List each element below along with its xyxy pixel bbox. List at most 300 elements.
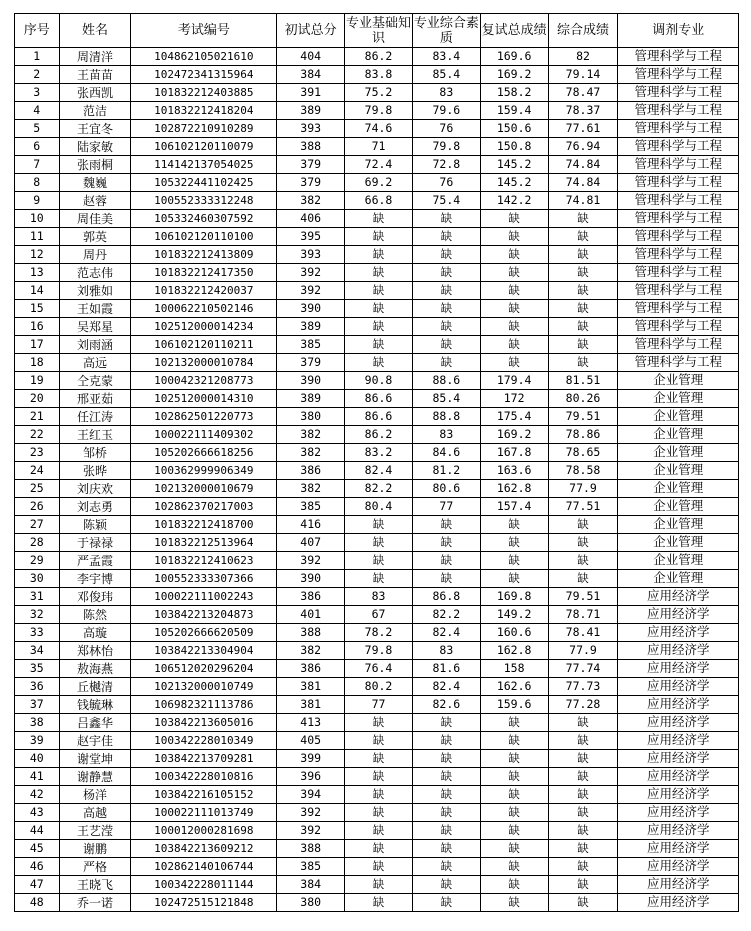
cell-exam-id: 101832212418204 bbox=[131, 102, 277, 120]
cell-basic-knowledge: 80.2 bbox=[345, 678, 413, 696]
table-row bbox=[15, 642, 739, 660]
cell-comprehensive-quality: 82.2 bbox=[412, 606, 480, 624]
table-row bbox=[15, 408, 739, 426]
cell-index: 45 bbox=[15, 840, 60, 858]
cell-exam-id: 114142137054025 bbox=[131, 156, 277, 174]
cell-transfer-major: 应用经济学 bbox=[618, 840, 739, 858]
cell-comprehensive-quality: 缺 bbox=[412, 300, 480, 318]
cell-basic-knowledge: 缺 bbox=[345, 552, 413, 570]
cell-overall-score: 77.9 bbox=[548, 480, 618, 498]
cell-overall-score: 缺 bbox=[548, 570, 618, 588]
cell-name: 任江涛 bbox=[59, 408, 131, 426]
cell-retest-total: 缺 bbox=[480, 804, 548, 822]
cell-transfer-major: 管理科学与工程 bbox=[618, 264, 739, 282]
cell-transfer-major: 管理科学与工程 bbox=[618, 282, 739, 300]
cell-initial-total: 392 bbox=[277, 282, 345, 300]
table-row bbox=[15, 300, 739, 318]
cell-initial-total: 390 bbox=[277, 372, 345, 390]
cell-retest-total: 145.2 bbox=[480, 174, 548, 192]
header-retest-total: 复试总成绩 bbox=[480, 14, 548, 48]
cell-overall-score: 77.74 bbox=[548, 660, 618, 678]
cell-name: 赵宇佳 bbox=[59, 732, 131, 750]
cell-transfer-major: 管理科学与工程 bbox=[618, 192, 739, 210]
table-row bbox=[15, 606, 739, 624]
cell-transfer-major: 应用经济学 bbox=[618, 696, 739, 714]
table-row bbox=[15, 102, 739, 120]
cell-comprehensive-quality: 83 bbox=[412, 426, 480, 444]
cell-name: 郭英 bbox=[59, 228, 131, 246]
cell-basic-knowledge: 86.2 bbox=[345, 48, 413, 66]
cell-exam-id: 103842213204873 bbox=[131, 606, 277, 624]
cell-overall-score: 74.84 bbox=[548, 156, 618, 174]
cell-comprehensive-quality: 缺 bbox=[412, 768, 480, 786]
cell-basic-knowledge: 86.6 bbox=[345, 408, 413, 426]
cell-name: 钱毓琳 bbox=[59, 696, 131, 714]
cell-index: 20 bbox=[15, 390, 60, 408]
cell-exam-id: 103842213605016 bbox=[131, 714, 277, 732]
cell-name: 乔一诺 bbox=[59, 894, 131, 912]
cell-basic-knowledge: 缺 bbox=[345, 318, 413, 336]
cell-overall-score: 缺 bbox=[548, 858, 618, 876]
cell-initial-total: 388 bbox=[277, 840, 345, 858]
cell-retest-total: 149.2 bbox=[480, 606, 548, 624]
score-table bbox=[14, 13, 739, 912]
cell-overall-score: 缺 bbox=[548, 264, 618, 282]
cell-comprehensive-quality: 缺 bbox=[412, 552, 480, 570]
cell-transfer-major: 应用经济学 bbox=[618, 786, 739, 804]
cell-retest-total: 缺 bbox=[480, 228, 548, 246]
table-row bbox=[15, 156, 739, 174]
cell-retest-total: 缺 bbox=[480, 516, 548, 534]
cell-comprehensive-quality: 缺 bbox=[412, 750, 480, 768]
table-row bbox=[15, 786, 739, 804]
cell-initial-total: 392 bbox=[277, 264, 345, 282]
cell-overall-score: 81.51 bbox=[548, 372, 618, 390]
cell-index: 18 bbox=[15, 354, 60, 372]
cell-basic-knowledge: 缺 bbox=[345, 228, 413, 246]
cell-comprehensive-quality: 88.8 bbox=[412, 408, 480, 426]
cell-initial-total: 404 bbox=[277, 48, 345, 66]
cell-exam-id: 100022111002243 bbox=[131, 588, 277, 606]
cell-index: 14 bbox=[15, 282, 60, 300]
cell-initial-total: 399 bbox=[277, 750, 345, 768]
cell-retest-total: 缺 bbox=[480, 894, 548, 912]
cell-overall-score: 77.28 bbox=[548, 696, 618, 714]
cell-basic-knowledge: 80.4 bbox=[345, 498, 413, 516]
cell-exam-id: 101832212417350 bbox=[131, 264, 277, 282]
cell-overall-score: 78.71 bbox=[548, 606, 618, 624]
cell-transfer-major: 管理科学与工程 bbox=[618, 354, 739, 372]
cell-retest-total: 158 bbox=[480, 660, 548, 678]
cell-name: 刘雅如 bbox=[59, 282, 131, 300]
cell-basic-knowledge: 66.8 bbox=[345, 192, 413, 210]
cell-initial-total: 382 bbox=[277, 480, 345, 498]
cell-retest-total: 175.4 bbox=[480, 408, 548, 426]
cell-basic-knowledge: 83.2 bbox=[345, 444, 413, 462]
cell-initial-total: 389 bbox=[277, 390, 345, 408]
cell-initial-total: 392 bbox=[277, 552, 345, 570]
table-row bbox=[15, 660, 739, 678]
cell-comprehensive-quality: 缺 bbox=[412, 804, 480, 822]
cell-overall-score: 78.41 bbox=[548, 624, 618, 642]
cell-initial-total: 384 bbox=[277, 66, 345, 84]
cell-retest-total: 缺 bbox=[480, 534, 548, 552]
cell-exam-id: 102862140106744 bbox=[131, 858, 277, 876]
cell-index: 17 bbox=[15, 336, 60, 354]
cell-index: 28 bbox=[15, 534, 60, 552]
cell-basic-knowledge: 缺 bbox=[345, 768, 413, 786]
cell-exam-id: 102512000014234 bbox=[131, 318, 277, 336]
table-row bbox=[15, 48, 739, 66]
cell-exam-id: 101832212413809 bbox=[131, 246, 277, 264]
cell-name: 谢鹏 bbox=[59, 840, 131, 858]
cell-comprehensive-quality: 83.4 bbox=[412, 48, 480, 66]
cell-comprehensive-quality: 81.6 bbox=[412, 660, 480, 678]
cell-index: 16 bbox=[15, 318, 60, 336]
cell-overall-score: 缺 bbox=[548, 876, 618, 894]
table-row bbox=[15, 696, 739, 714]
cell-name: 于禄禄 bbox=[59, 534, 131, 552]
cell-index: 26 bbox=[15, 498, 60, 516]
cell-index: 22 bbox=[15, 426, 60, 444]
cell-overall-score: 缺 bbox=[548, 336, 618, 354]
cell-exam-id: 102862370217003 bbox=[131, 498, 277, 516]
cell-transfer-major: 应用经济学 bbox=[618, 804, 739, 822]
cell-basic-knowledge: 79.8 bbox=[345, 642, 413, 660]
header-exam-id: 考试编号 bbox=[131, 14, 277, 48]
cell-exam-id: 102132000010679 bbox=[131, 480, 277, 498]
cell-overall-score: 缺 bbox=[548, 840, 618, 858]
cell-comprehensive-quality: 缺 bbox=[412, 822, 480, 840]
table-body bbox=[15, 48, 739, 912]
cell-comprehensive-quality: 86.8 bbox=[412, 588, 480, 606]
cell-basic-knowledge: 76.4 bbox=[345, 660, 413, 678]
cell-initial-total: 384 bbox=[277, 876, 345, 894]
cell-transfer-major: 管理科学与工程 bbox=[618, 300, 739, 318]
cell-comprehensive-quality: 缺 bbox=[412, 732, 480, 750]
cell-overall-score: 缺 bbox=[548, 516, 618, 534]
table-row bbox=[15, 390, 739, 408]
cell-comprehensive-quality: 缺 bbox=[412, 534, 480, 552]
cell-initial-total: 385 bbox=[277, 858, 345, 876]
cell-overall-score: 77.51 bbox=[548, 498, 618, 516]
cell-initial-total: 389 bbox=[277, 318, 345, 336]
cell-basic-knowledge: 75.2 bbox=[345, 84, 413, 102]
cell-initial-total: 405 bbox=[277, 732, 345, 750]
cell-comprehensive-quality: 79.6 bbox=[412, 102, 480, 120]
cell-name: 王艺滢 bbox=[59, 822, 131, 840]
cell-basic-knowledge: 缺 bbox=[345, 336, 413, 354]
table-row bbox=[15, 210, 739, 228]
table-row bbox=[15, 822, 739, 840]
table-row bbox=[15, 732, 739, 750]
header-transfer-major: 调剂专业 bbox=[618, 14, 739, 48]
table-row bbox=[15, 462, 739, 480]
cell-overall-score: 缺 bbox=[548, 768, 618, 786]
cell-comprehensive-quality: 缺 bbox=[412, 354, 480, 372]
cell-retest-total: 159.6 bbox=[480, 696, 548, 714]
table-row bbox=[15, 768, 739, 786]
table-row bbox=[15, 264, 739, 282]
cell-index: 33 bbox=[15, 624, 60, 642]
cell-basic-knowledge: 86.2 bbox=[345, 426, 413, 444]
cell-basic-knowledge: 缺 bbox=[345, 534, 413, 552]
cell-index: 9 bbox=[15, 192, 60, 210]
cell-retest-total: 179.4 bbox=[480, 372, 548, 390]
header-index: 序号 bbox=[15, 14, 60, 48]
cell-exam-id: 106982321113786 bbox=[131, 696, 277, 714]
cell-basic-knowledge: 缺 bbox=[345, 858, 413, 876]
cell-transfer-major: 应用经济学 bbox=[618, 624, 739, 642]
cell-transfer-major: 企业管理 bbox=[618, 498, 739, 516]
cell-comprehensive-quality: 83 bbox=[412, 84, 480, 102]
cell-exam-id: 106102120110079 bbox=[131, 138, 277, 156]
cell-comprehensive-quality: 77 bbox=[412, 498, 480, 516]
cell-overall-score: 80.26 bbox=[548, 390, 618, 408]
cell-basic-knowledge: 77 bbox=[345, 696, 413, 714]
cell-index: 8 bbox=[15, 174, 60, 192]
cell-exam-id: 102512000014310 bbox=[131, 390, 277, 408]
cell-retest-total: 缺 bbox=[480, 354, 548, 372]
cell-index: 34 bbox=[15, 642, 60, 660]
cell-transfer-major: 管理科学与工程 bbox=[618, 336, 739, 354]
cell-initial-total: 406 bbox=[277, 210, 345, 228]
table-row bbox=[15, 120, 739, 138]
cell-name: 邹桥 bbox=[59, 444, 131, 462]
cell-retest-total: 缺 bbox=[480, 876, 548, 894]
cell-comprehensive-quality: 83 bbox=[412, 642, 480, 660]
cell-basic-knowledge: 缺 bbox=[345, 804, 413, 822]
cell-exam-id: 103842213709281 bbox=[131, 750, 277, 768]
table-row bbox=[15, 840, 739, 858]
cell-index: 4 bbox=[15, 102, 60, 120]
cell-initial-total: 394 bbox=[277, 786, 345, 804]
cell-retest-total: 150.6 bbox=[480, 120, 548, 138]
cell-name: 严孟霞 bbox=[59, 552, 131, 570]
cell-comprehensive-quality: 85.4 bbox=[412, 66, 480, 84]
cell-comprehensive-quality: 85.4 bbox=[412, 390, 480, 408]
table-row bbox=[15, 336, 739, 354]
cell-comprehensive-quality: 80.6 bbox=[412, 480, 480, 498]
cell-name: 赵蓉 bbox=[59, 192, 131, 210]
cell-name: 张雨桐 bbox=[59, 156, 131, 174]
table-row bbox=[15, 192, 739, 210]
cell-name: 李宇博 bbox=[59, 570, 131, 588]
cell-name: 吕鑫华 bbox=[59, 714, 131, 732]
cell-retest-total: 145.2 bbox=[480, 156, 548, 174]
cell-exam-id: 101832212418700 bbox=[131, 516, 277, 534]
cell-transfer-major: 应用经济学 bbox=[618, 768, 739, 786]
cell-retest-total: 缺 bbox=[480, 732, 548, 750]
cell-index: 31 bbox=[15, 588, 60, 606]
cell-retest-total: 162.8 bbox=[480, 642, 548, 660]
cell-name: 周佳美 bbox=[59, 210, 131, 228]
cell-comprehensive-quality: 缺 bbox=[412, 210, 480, 228]
table-row bbox=[15, 570, 739, 588]
cell-exam-id: 101832212410623 bbox=[131, 552, 277, 570]
cell-overall-score: 缺 bbox=[548, 786, 618, 804]
cell-basic-knowledge: 79.8 bbox=[345, 102, 413, 120]
cell-retest-total: 162.8 bbox=[480, 480, 548, 498]
cell-index: 12 bbox=[15, 246, 60, 264]
cell-index: 11 bbox=[15, 228, 60, 246]
cell-initial-total: 407 bbox=[277, 534, 345, 552]
cell-basic-knowledge: 缺 bbox=[345, 300, 413, 318]
cell-index: 23 bbox=[15, 444, 60, 462]
cell-index: 19 bbox=[15, 372, 60, 390]
cell-name: 陆家敏 bbox=[59, 138, 131, 156]
cell-index: 46 bbox=[15, 858, 60, 876]
cell-name: 张西凯 bbox=[59, 84, 131, 102]
table-row bbox=[15, 894, 739, 912]
cell-overall-score: 缺 bbox=[548, 210, 618, 228]
cell-initial-total: 382 bbox=[277, 192, 345, 210]
cell-index: 10 bbox=[15, 210, 60, 228]
cell-initial-total: 395 bbox=[277, 228, 345, 246]
cell-basic-knowledge: 74.6 bbox=[345, 120, 413, 138]
cell-comprehensive-quality: 88.6 bbox=[412, 372, 480, 390]
cell-transfer-major: 企业管理 bbox=[618, 408, 739, 426]
cell-overall-score: 78.58 bbox=[548, 462, 618, 480]
cell-exam-id: 106102120110211 bbox=[131, 336, 277, 354]
cell-transfer-major: 应用经济学 bbox=[618, 678, 739, 696]
cell-retest-total: 缺 bbox=[480, 282, 548, 300]
cell-initial-total: 382 bbox=[277, 426, 345, 444]
cell-retest-total: 缺 bbox=[480, 318, 548, 336]
cell-exam-id: 105202666620509 bbox=[131, 624, 277, 642]
cell-basic-knowledge: 83.8 bbox=[345, 66, 413, 84]
cell-retest-total: 159.4 bbox=[480, 102, 548, 120]
cell-basic-knowledge: 90.8 bbox=[345, 372, 413, 390]
cell-retest-total: 167.8 bbox=[480, 444, 548, 462]
cell-initial-total: 392 bbox=[277, 822, 345, 840]
cell-transfer-major: 管理科学与工程 bbox=[618, 48, 739, 66]
cell-name: 谢静慧 bbox=[59, 768, 131, 786]
cell-overall-score: 缺 bbox=[548, 894, 618, 912]
cell-comprehensive-quality: 75.4 bbox=[412, 192, 480, 210]
cell-retest-total: 缺 bbox=[480, 210, 548, 228]
cell-index: 24 bbox=[15, 462, 60, 480]
cell-overall-score: 缺 bbox=[548, 354, 618, 372]
cell-exam-id: 102862501220773 bbox=[131, 408, 277, 426]
cell-comprehensive-quality: 82.4 bbox=[412, 678, 480, 696]
cell-retest-total: 169.6 bbox=[480, 48, 548, 66]
cell-overall-score: 76.94 bbox=[548, 138, 618, 156]
cell-basic-knowledge: 67 bbox=[345, 606, 413, 624]
table-row bbox=[15, 372, 739, 390]
cell-basic-knowledge: 86.6 bbox=[345, 390, 413, 408]
cell-index: 39 bbox=[15, 732, 60, 750]
table-row bbox=[15, 858, 739, 876]
cell-initial-total: 385 bbox=[277, 336, 345, 354]
cell-name: 张晔 bbox=[59, 462, 131, 480]
cell-comprehensive-quality: 缺 bbox=[412, 228, 480, 246]
cell-transfer-major: 应用经济学 bbox=[618, 894, 739, 912]
cell-transfer-major: 管理科学与工程 bbox=[618, 228, 739, 246]
cell-index: 27 bbox=[15, 516, 60, 534]
cell-transfer-major: 企业管理 bbox=[618, 552, 739, 570]
cell-index: 36 bbox=[15, 678, 60, 696]
cell-initial-total: 391 bbox=[277, 84, 345, 102]
cell-initial-total: 396 bbox=[277, 768, 345, 786]
cell-comprehensive-quality: 76 bbox=[412, 120, 480, 138]
cell-comprehensive-quality: 缺 bbox=[412, 516, 480, 534]
cell-initial-total: 380 bbox=[277, 894, 345, 912]
cell-exam-id: 106512020296204 bbox=[131, 660, 277, 678]
cell-exam-id: 100012000281698 bbox=[131, 822, 277, 840]
cell-name: 陈然 bbox=[59, 606, 131, 624]
cell-overall-score: 缺 bbox=[548, 318, 618, 336]
table-row bbox=[15, 426, 739, 444]
cell-basic-knowledge: 82.4 bbox=[345, 462, 413, 480]
cell-exam-id: 101832212513964 bbox=[131, 534, 277, 552]
cell-initial-total: 390 bbox=[277, 300, 345, 318]
cell-basic-knowledge: 83 bbox=[345, 588, 413, 606]
cell-name: 刘庆欢 bbox=[59, 480, 131, 498]
cell-name: 郑林怡 bbox=[59, 642, 131, 660]
table-row bbox=[15, 228, 739, 246]
cell-retest-total: 缺 bbox=[480, 822, 548, 840]
cell-exam-id: 100362999906349 bbox=[131, 462, 277, 480]
cell-initial-total: 381 bbox=[277, 678, 345, 696]
cell-retest-total: 缺 bbox=[480, 858, 548, 876]
cell-name: 杨洋 bbox=[59, 786, 131, 804]
cell-index: 25 bbox=[15, 480, 60, 498]
cell-index: 3 bbox=[15, 84, 60, 102]
cell-name: 丘樾清 bbox=[59, 678, 131, 696]
cell-basic-knowledge: 缺 bbox=[345, 732, 413, 750]
cell-overall-score: 77.61 bbox=[548, 120, 618, 138]
cell-index: 32 bbox=[15, 606, 60, 624]
cell-name: 陈颖 bbox=[59, 516, 131, 534]
cell-exam-id: 103842213609212 bbox=[131, 840, 277, 858]
table-row bbox=[15, 66, 739, 84]
cell-initial-total: 416 bbox=[277, 516, 345, 534]
cell-basic-knowledge: 缺 bbox=[345, 876, 413, 894]
cell-transfer-major: 企业管理 bbox=[618, 426, 739, 444]
cell-basic-knowledge: 78.2 bbox=[345, 624, 413, 642]
cell-transfer-major: 应用经济学 bbox=[618, 606, 739, 624]
cell-transfer-major: 应用经济学 bbox=[618, 588, 739, 606]
cell-initial-total: 382 bbox=[277, 642, 345, 660]
cell-initial-total: 381 bbox=[277, 696, 345, 714]
cell-exam-id: 100042321208773 bbox=[131, 372, 277, 390]
cell-transfer-major: 企业管理 bbox=[618, 534, 739, 552]
cell-overall-score: 缺 bbox=[548, 552, 618, 570]
table-row bbox=[15, 174, 739, 192]
cell-transfer-major: 应用经济学 bbox=[618, 858, 739, 876]
cell-basic-knowledge: 缺 bbox=[345, 570, 413, 588]
cell-exam-id: 102132000010784 bbox=[131, 354, 277, 372]
cell-transfer-major: 应用经济学 bbox=[618, 822, 739, 840]
cell-transfer-major: 企业管理 bbox=[618, 372, 739, 390]
cell-basic-knowledge: 缺 bbox=[345, 840, 413, 858]
cell-basic-knowledge: 72.4 bbox=[345, 156, 413, 174]
table-row bbox=[15, 354, 739, 372]
cell-overall-score: 78.37 bbox=[548, 102, 618, 120]
cell-overall-score: 缺 bbox=[548, 246, 618, 264]
cell-exam-id: 100062210502146 bbox=[131, 300, 277, 318]
table-row bbox=[15, 588, 739, 606]
cell-retest-total: 160.6 bbox=[480, 624, 548, 642]
cell-name: 仝克蒙 bbox=[59, 372, 131, 390]
cell-name: 刘志勇 bbox=[59, 498, 131, 516]
cell-index: 38 bbox=[15, 714, 60, 732]
cell-exam-id: 104862105021610 bbox=[131, 48, 277, 66]
cell-basic-knowledge: 缺 bbox=[345, 246, 413, 264]
cell-comprehensive-quality: 82.6 bbox=[412, 696, 480, 714]
cell-comprehensive-quality: 缺 bbox=[412, 336, 480, 354]
